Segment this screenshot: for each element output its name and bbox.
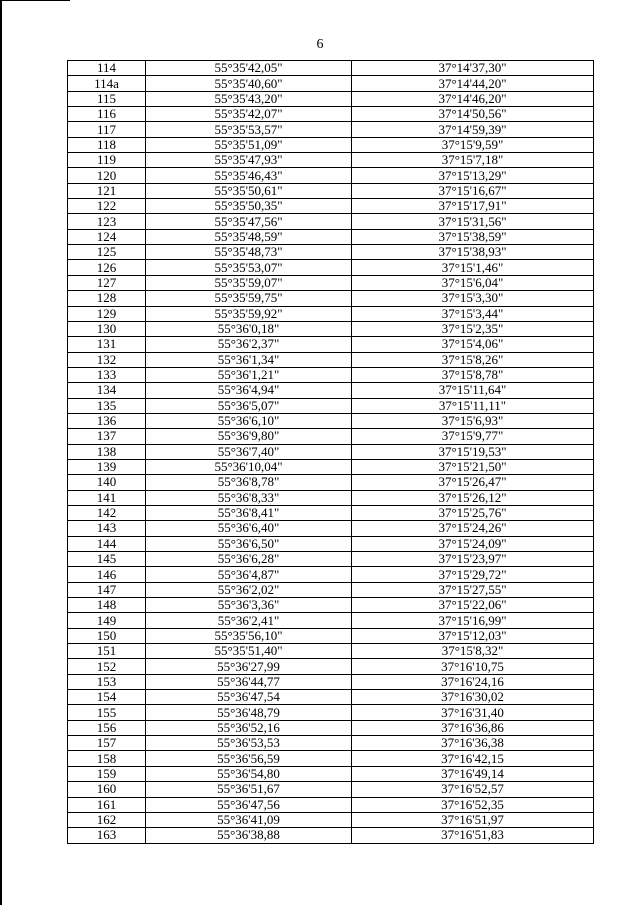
table-row [68, 153, 594, 168]
latitude-cell: 55°36'7,40" [146, 444, 352, 459]
latitude-cell: 55°36'4,94" [146, 383, 352, 398]
longitude-cell: 37°15'21,50" [352, 459, 594, 474]
point-number-cell: 125 [68, 245, 146, 260]
latitude-cell: 55°36'9,80" [146, 429, 352, 444]
latitude-cell: 55°36'6,40" [146, 521, 352, 536]
point-number-cell: 127 [68, 275, 146, 290]
point-number-cell: 120 [68, 168, 146, 183]
latitude-cell: 55°35'59,92" [146, 306, 352, 321]
longitude-cell: 37°15'7,18" [352, 153, 594, 168]
longitude-cell: 37°16'49,14 [352, 766, 594, 781]
latitude-cell: 55°36'2,02" [146, 582, 352, 597]
longitude-cell: 37°15'16,99" [352, 613, 594, 628]
latitude-cell: 55°35'42,07" [146, 107, 352, 122]
point-number-cell: 155 [68, 705, 146, 720]
point-number-cell: 152 [68, 659, 146, 674]
longitude-cell: 37°15'38,93" [352, 245, 594, 260]
point-number-cell: 135 [68, 398, 146, 413]
latitude-cell: 55°36'2,41" [146, 613, 352, 628]
longitude-cell: 37°15'8,78" [352, 367, 594, 382]
longitude-cell: 37°14'46,20" [352, 91, 594, 106]
table-row [68, 690, 594, 705]
longitude-cell: 37°15'17,91" [352, 199, 594, 214]
longitude-cell: 37°16'36,86 [352, 720, 594, 735]
table-row [68, 229, 594, 244]
point-number-cell: 126 [68, 260, 146, 275]
table-row [68, 122, 594, 137]
point-number-cell: 145 [68, 552, 146, 567]
point-number-cell: 147 [68, 582, 146, 597]
table-row [68, 91, 594, 106]
table-row [68, 674, 594, 689]
point-number-cell: 149 [68, 613, 146, 628]
longitude-cell: 37°15'19,53" [352, 444, 594, 459]
table-row [68, 782, 594, 797]
longitude-cell: 37°16'31,40 [352, 705, 594, 720]
point-number-cell: 157 [68, 736, 146, 751]
table-row [68, 644, 594, 659]
table-row [68, 275, 594, 290]
point-number-cell: 121 [68, 183, 146, 198]
table-row [68, 705, 594, 720]
latitude-cell: 55°36'10,04" [146, 459, 352, 474]
table-row [68, 598, 594, 613]
longitude-cell: 37°15'6,93" [352, 413, 594, 428]
point-number-cell: 139 [68, 459, 146, 474]
longitude-cell: 37°15'26,12" [352, 490, 594, 505]
latitude-cell: 55°36'5,07" [146, 398, 352, 413]
longitude-cell: 37°16'42,15 [352, 751, 594, 766]
latitude-cell: 55°36'27,99 [146, 659, 352, 674]
longitude-cell: 37°15'29,72" [352, 567, 594, 582]
point-number-cell: 140 [68, 475, 146, 490]
table-row [68, 367, 594, 382]
table-row [68, 751, 594, 766]
point-number-cell: 115 [68, 91, 146, 106]
latitude-cell: 55°35'53,57" [146, 122, 352, 137]
point-number-cell: 163 [68, 828, 146, 843]
latitude-cell: 55°35'42,05" [146, 61, 352, 76]
longitude-cell: 37°15'12,03" [352, 628, 594, 643]
latitude-cell: 55°36'53,53 [146, 736, 352, 751]
point-number-cell: 133 [68, 367, 146, 382]
longitude-cell: 37°15'11,11" [352, 398, 594, 413]
latitude-cell: 55°36'2,37" [146, 337, 352, 352]
table-row [68, 490, 594, 505]
point-number-cell: 154 [68, 690, 146, 705]
latitude-cell: 55°36'44,77 [146, 674, 352, 689]
point-number-cell: 118 [68, 137, 146, 152]
latitude-cell: 55°35'48,59" [146, 229, 352, 244]
table-row [68, 398, 594, 413]
longitude-cell: 37°14'50,56" [352, 107, 594, 122]
table-row [68, 245, 594, 260]
point-number-cell: 142 [68, 505, 146, 520]
latitude-cell: 55°36'56,59 [146, 751, 352, 766]
latitude-cell: 55°36'6,50" [146, 536, 352, 551]
longitude-cell: 37°16'51,83 [352, 828, 594, 843]
point-number-cell: 129 [68, 306, 146, 321]
latitude-cell: 55°36'52,16 [146, 720, 352, 735]
longitude-cell: 37°15'24,26" [352, 521, 594, 536]
latitude-cell: 55°35'47,56" [146, 214, 352, 229]
latitude-cell: 55°36'41,09 [146, 812, 352, 827]
table-row [68, 552, 594, 567]
point-number-cell: 130 [68, 321, 146, 336]
latitude-cell: 55°35'53,07" [146, 260, 352, 275]
point-number-cell: 114а [68, 76, 146, 91]
table-row [68, 444, 594, 459]
point-number-cell: 148 [68, 598, 146, 613]
table-row [68, 720, 594, 735]
point-number-cell: 143 [68, 521, 146, 536]
longitude-cell: 37°15'3,30" [352, 291, 594, 306]
point-number-cell: 136 [68, 413, 146, 428]
table-row [68, 536, 594, 551]
point-number-cell: 124 [68, 229, 146, 244]
latitude-cell: 55°35'50,61" [146, 183, 352, 198]
table-row [68, 828, 594, 843]
longitude-cell: 37°15'25,76" [352, 505, 594, 520]
point-number-cell: 131 [68, 337, 146, 352]
table-row [68, 521, 594, 536]
table-row [68, 61, 594, 76]
longitude-cell: 37°15'8,26" [352, 352, 594, 367]
page-edge-top [0, 0, 70, 1]
point-number-cell: 119 [68, 153, 146, 168]
point-number-cell: 114 [68, 61, 146, 76]
table-row [68, 352, 594, 367]
table-row [68, 321, 594, 336]
point-number-cell: 123 [68, 214, 146, 229]
latitude-cell: 55°35'40,60" [146, 76, 352, 91]
coordinates-table [67, 60, 594, 844]
table-row [68, 736, 594, 751]
longitude-cell: 37°15'6,04" [352, 275, 594, 290]
table-row [68, 429, 594, 444]
latitude-cell: 55°35'48,73" [146, 245, 352, 260]
table-row [68, 291, 594, 306]
latitude-cell: 55°36'6,28" [146, 552, 352, 567]
table-row [68, 628, 594, 643]
table-row [68, 505, 594, 520]
table-row [68, 582, 594, 597]
latitude-cell: 55°36'51,67 [146, 782, 352, 797]
longitude-cell: 37°16'24,16 [352, 674, 594, 689]
point-number-cell: 160 [68, 782, 146, 797]
table-row [68, 337, 594, 352]
longitude-cell: 37°15'8,32" [352, 644, 594, 659]
point-number-cell: 144 [68, 536, 146, 551]
longitude-cell: 37°15'4,06" [352, 337, 594, 352]
point-number-cell: 137 [68, 429, 146, 444]
longitude-cell: 37°15'38,59" [352, 229, 594, 244]
longitude-cell: 37°15'22,06" [352, 598, 594, 613]
longitude-cell: 37°15'2,35" [352, 321, 594, 336]
latitude-cell: 55°35'47,93" [146, 153, 352, 168]
point-number-cell: 153 [68, 674, 146, 689]
point-number-cell: 116 [68, 107, 146, 122]
table-row [68, 567, 594, 582]
table-row [68, 168, 594, 183]
longitude-cell: 37°16'36,38 [352, 736, 594, 751]
latitude-cell: 55°36'8,33" [146, 490, 352, 505]
table-row [68, 260, 594, 275]
point-number-cell: 132 [68, 352, 146, 367]
point-number-cell: 146 [68, 567, 146, 582]
latitude-cell: 55°36'1,21" [146, 367, 352, 382]
latitude-cell: 55°36'3,36" [146, 598, 352, 613]
point-number-cell: 151 [68, 644, 146, 659]
longitude-cell: 37°15'26,47" [352, 475, 594, 490]
table-row [68, 613, 594, 628]
longitude-cell: 37°15'27,55" [352, 582, 594, 597]
latitude-cell: 55°35'59,75" [146, 291, 352, 306]
longitude-cell: 37°15'13,29" [352, 168, 594, 183]
table-row [68, 413, 594, 428]
latitude-cell: 55°36'0,18" [146, 321, 352, 336]
table-row [68, 797, 594, 812]
table-row [68, 107, 594, 122]
latitude-cell: 55°35'46,43" [146, 168, 352, 183]
longitude-cell: 37°15'11,64" [352, 383, 594, 398]
table-row [68, 766, 594, 781]
longitude-cell: 37°14'44,20" [352, 76, 594, 91]
point-number-cell: 117 [68, 122, 146, 137]
latitude-cell: 55°36'47,56 [146, 797, 352, 812]
table-row [68, 214, 594, 229]
table-row [68, 76, 594, 91]
longitude-cell: 37°16'10,75 [352, 659, 594, 674]
longitude-cell: 37°15'9,77" [352, 429, 594, 444]
latitude-cell: 55°36'4,87" [146, 567, 352, 582]
latitude-cell: 55°35'56,10" [146, 628, 352, 643]
point-number-cell: 150 [68, 628, 146, 643]
page-number: 6 [316, 37, 324, 52]
longitude-cell: 37°15'16,67" [352, 183, 594, 198]
longitude-cell: 37°15'3,44" [352, 306, 594, 321]
latitude-cell: 55°36'8,41" [146, 505, 352, 520]
point-number-cell: 161 [68, 797, 146, 812]
table-row [68, 659, 594, 674]
longitude-cell: 37°16'51,97 [352, 812, 594, 827]
longitude-cell: 37°16'30,02 [352, 690, 594, 705]
latitude-cell: 55°35'51,09" [146, 137, 352, 152]
latitude-cell: 55°36'54,80 [146, 766, 352, 781]
point-number-cell: 162 [68, 812, 146, 827]
longitude-cell: 37°15'1,46" [352, 260, 594, 275]
point-number-cell: 158 [68, 751, 146, 766]
point-number-cell: 156 [68, 720, 146, 735]
longitude-cell: 37°15'24,09" [352, 536, 594, 551]
table-row [68, 812, 594, 827]
point-number-cell: 141 [68, 490, 146, 505]
latitude-cell: 55°36'1,34" [146, 352, 352, 367]
longitude-cell: 37°14'37,30" [352, 61, 594, 76]
page-edge-left [0, 0, 2, 905]
latitude-cell: 55°36'48,79 [146, 705, 352, 720]
table-row [68, 137, 594, 152]
latitude-cell: 55°35'43,20" [146, 91, 352, 106]
point-number-cell: 138 [68, 444, 146, 459]
point-number-cell: 134 [68, 383, 146, 398]
latitude-cell: 55°36'47,54 [146, 690, 352, 705]
table-row [68, 199, 594, 214]
longitude-cell: 37°14'59,39" [352, 122, 594, 137]
longitude-cell: 37°16'52,57 [352, 782, 594, 797]
latitude-cell: 55°35'50,35" [146, 199, 352, 214]
table-row [68, 306, 594, 321]
latitude-cell: 55°36'38,88 [146, 828, 352, 843]
table-row [68, 383, 594, 398]
table-row [68, 475, 594, 490]
longitude-cell: 37°15'31,56" [352, 214, 594, 229]
point-number-cell: 159 [68, 766, 146, 781]
point-number-cell: 128 [68, 291, 146, 306]
point-number-cell: 122 [68, 199, 146, 214]
latitude-cell: 55°36'6,10" [146, 413, 352, 428]
table-row [68, 459, 594, 474]
longitude-cell: 37°15'23,97" [352, 552, 594, 567]
longitude-cell: 37°15'9,59" [352, 137, 594, 152]
latitude-cell: 55°35'59,07" [146, 275, 352, 290]
latitude-cell: 55°36'8,78" [146, 475, 352, 490]
latitude-cell: 55°35'51,40" [146, 644, 352, 659]
longitude-cell: 37°16'52,35 [352, 797, 594, 812]
coordinates-table-body [68, 61, 594, 844]
table-row [68, 183, 594, 198]
